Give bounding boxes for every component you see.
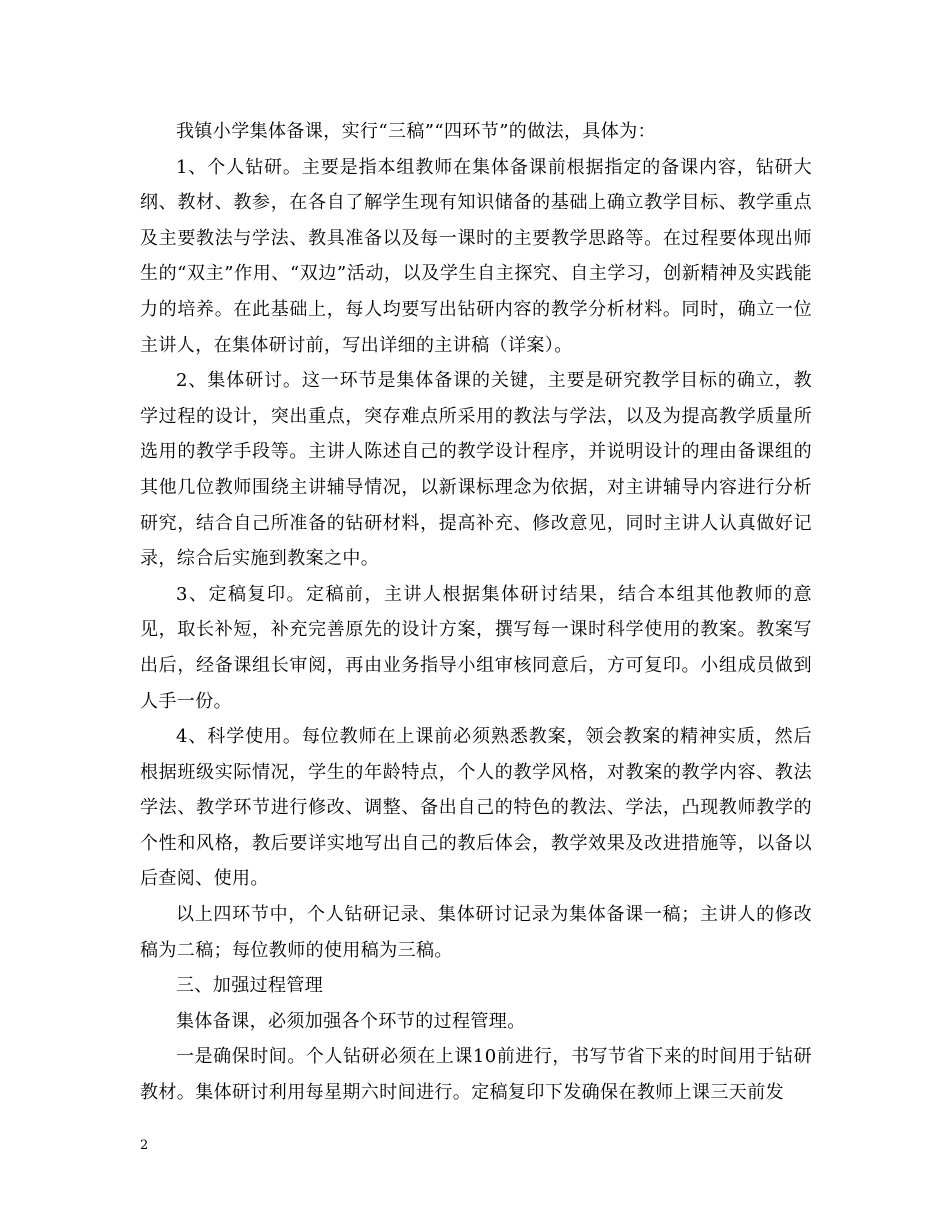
paragraph-finalize-print: 3、定稿复印。定稿前，主讲人根据集体研讨结果，结合本组其他教师的意见，取长补短，补充完善原先的设计方案，撰写每一课时科学使用的教案。教案写出后，经备课组长审阅，再由业务指导小组审核同意后，方可复印。小组成员做到人手一份。 bbox=[140, 583, 812, 712]
section-heading-process-management: 三、加强过程管理 bbox=[176, 975, 324, 997]
paragraph-scientific-use: 4、科学使用。每位教师在上课前必须熟悉教案，领会教案的精神实质，然后根据班级实际情况，学生的年龄特点，个人的教学风格，对教案的教学内容、教法学法、教学环节进行修改、调整、备出自己的特色的教法、学法，凸现教师教学的个性和风格，教后要详实地写出自己的教后体会，教学效果及改进措施等，以备以后查阅、使用。 bbox=[140, 726, 812, 890]
document-body bbox=[140, 114, 812, 1111]
paragraph-personal-study: 1、个人钻研。主要是指本组教师在集体备课前根据指定的备课内容，钻研大纲、教材、教参，在各自了解学生现有知识储备的基础上确立教学目标、教学重点及主要教法与学法、教具准备以及每一课时的主要教学思路等。在过程要体现出师生的“双主”作用、“双边”活动，以及学生自主探究、自主学习，创新精神及实践能力的培养。在此基础上，每人均要写出钻研内容的教学分析材料。同时，确立一位主讲人，在集体研讨前，写出详细的主讲稿（详案）。 bbox=[140, 156, 812, 356]
paragraph-ensure-time: 一是确保时间。个人钻研必须在上课10前进行，书写节省下来的时间用于钻研教材。集体研讨利用每星期六时间进行。定稿复印下发确保在教师上课三天前发 bbox=[140, 1046, 812, 1104]
paragraph-summary: 以上四环节中，个人钻研记录、集体研讨记录为集体备课一稿；主讲人的修改稿为二稿；每位教师的使用稿为三稿。 bbox=[140, 904, 812, 961]
paragraph-group-discussion: 2、集体研讨。这一环节是集体备课的关键，主要是研究教学目标的确立，教学过程的设计，突出重点，突存难点所采用的教法与学法，以及为提高教学质量所选用的教学手段等。主讲人陈述自己的教学设计程序，并说明设计的理由备课组的其他几位教师围绕主讲辅导情况，以新课标理念为依据，对主讲辅导内容进行分析研究，结合自己所准备的钻研材料，提高补充、修改意见，同时主讲人认真做好记录，综合后实施到教案之中。 bbox=[140, 370, 812, 570]
page-number: 2 bbox=[140, 1138, 149, 1153]
paragraph-process-management: 集体备课，必须加强各个环节的过程管理。 bbox=[176, 1010, 526, 1032]
paragraph-intro: 我镇小学集体备课，实行“三稿”“四环节”的做法，具体为： bbox=[176, 121, 657, 142]
